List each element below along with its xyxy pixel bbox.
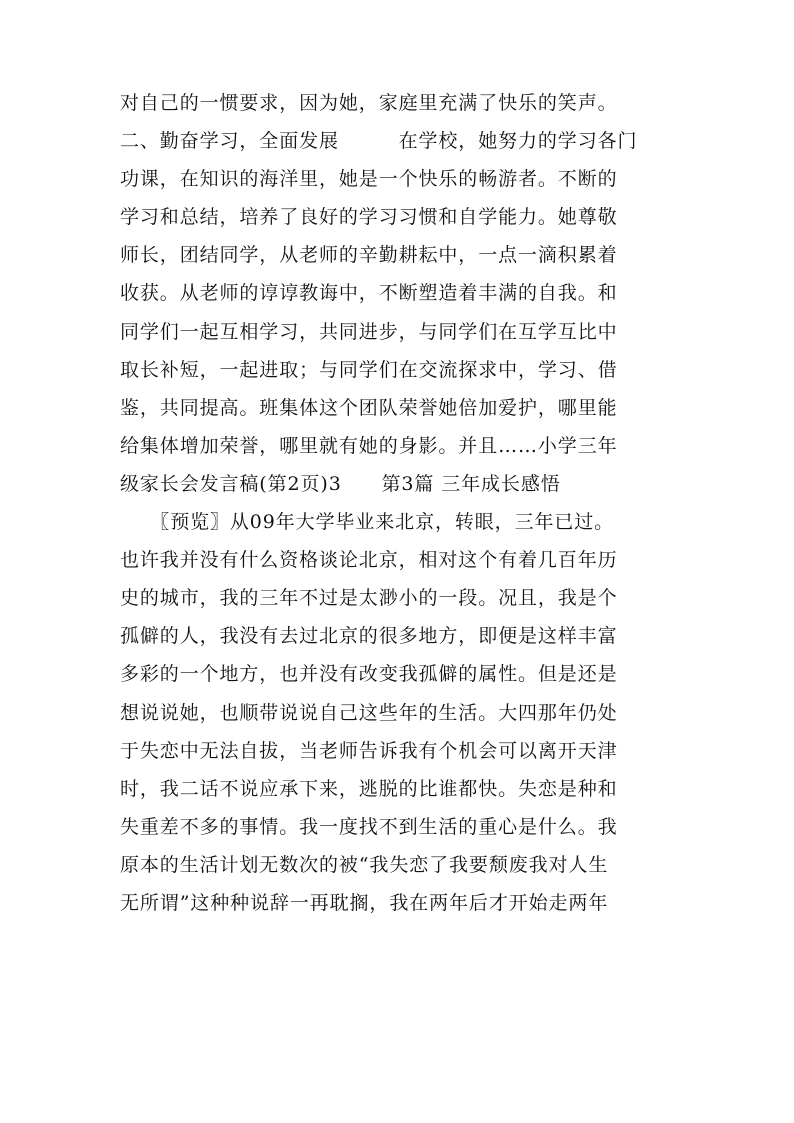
text-line: 失重差不多的事情。我一度找不到生活的重心是什么。我 <box>120 815 618 838</box>
text-line: 同学们一起互相学习，共同进步，与同学们在互学互比中 <box>120 320 618 343</box>
text-line: 孤僻的人，我没有去过北京的很多地方，即便是这样丰富 <box>120 625 618 648</box>
text-line: 鉴，共同提高。班集体这个团队荣誉她倍加爱护，哪里能 <box>120 396 618 419</box>
body-text <box>120 84 680 922</box>
section-heading-line: 二、勤奋学习，全面发展 在学校，她努力的学习各门 <box>120 130 638 153</box>
text-line: 史的城市，我的三年不过是太渺小的一段。况且，我是个 <box>120 587 618 610</box>
text-line: 功课，在知识的海洋里，她是一个快乐的畅游者。不断的 <box>120 168 618 191</box>
text-line: 师长，团结同学，从老师的辛勤耕耘中，一点一滴积累着 <box>120 244 618 267</box>
text-line: 多彩的一个地方，也并没有改变我孤僻的属性。但是还是 <box>120 663 618 686</box>
text-line: 也许我并没有什么资格谈论北京，相对这个有着几百年历 <box>120 549 618 572</box>
text-line: 收获。从老师的谆谆教诲中，不断塑造着丰满的自我。和 <box>120 282 618 305</box>
text-line: 学习和总结，培养了良好的学习习惯和自学能力。她尊敬 <box>120 206 618 229</box>
text-line: 于失恋中无法自拔，当老师告诉我有个机会可以离开天津 <box>120 739 618 762</box>
text-line: 取长补短，一起进取；与同学们在交流探求中，学习、借 <box>120 358 618 381</box>
article-title-line: 级家长会发言稿(第2页)3 第3篇 三年成长感悟 <box>120 472 561 495</box>
text-line: 对自己的一惯要求，因为她，家庭里充满了快乐的笑声。 <box>120 92 618 114</box>
preview-paragraph-start: 〖预览〗从09年大学毕业来北京，转眼，三年已过。 <box>120 511 615 534</box>
text-line: 给集体增加荣誉，哪里就有她的身影。并且……小学三年 <box>120 434 618 457</box>
text-line: 想说说她，也顺带说说自己这些年的生活。大四那年仍处 <box>120 701 618 724</box>
text-line: 原本的生活计划无数次的被“我失恋了我要颓废我对人生 <box>120 853 609 876</box>
text-line: 时，我二话不说应承下来，逃脱的比谁都快。失恋是种和 <box>120 777 618 800</box>
text-line: 无所谓”这种种说辞一再耽搁，我在两年后才开始走两年 <box>120 891 609 914</box>
